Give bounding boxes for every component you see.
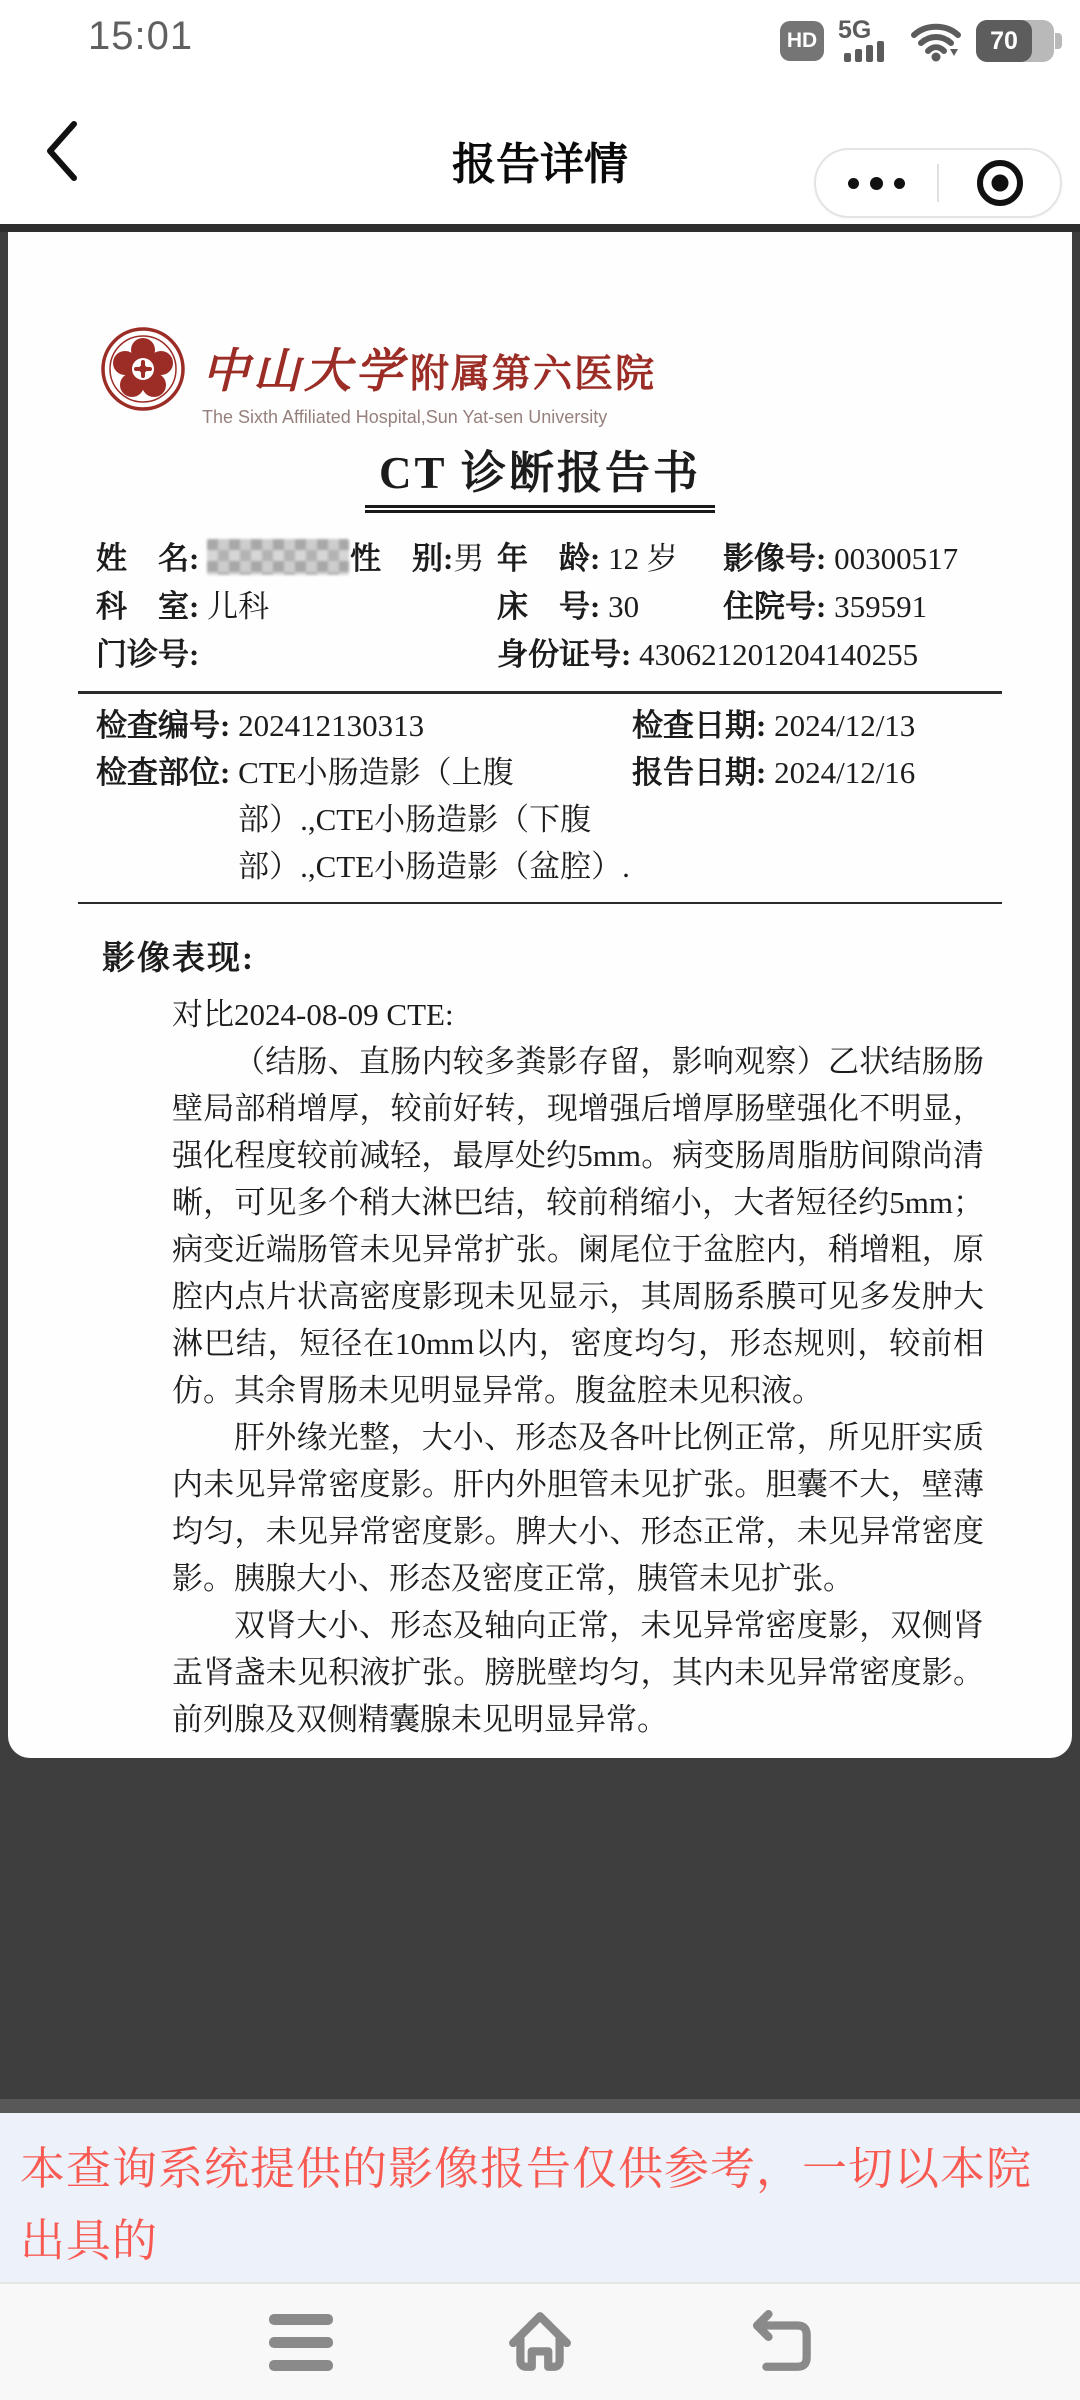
battery-level: 70 (976, 20, 1032, 62)
navigation-bar (0, 80, 1080, 225)
exam-date-field: 检查日期: 2024/12/13 (632, 708, 916, 743)
patient-gender-field: 性 别:男 (350, 541, 485, 576)
findings-paragraph: 双肾大小、形态及轴向正常，未见异常密度影，双侧肾盂肾盏未见积液扩张。膀胱壁均匀，其内未见异常密度影。前列腺及双侧精囊腺未见明显异常。 (172, 1608, 984, 1737)
close-capsule-button[interactable] (939, 150, 1060, 216)
exam-number-field: 检查编号: 202412130313 (96, 708, 425, 743)
patient-name-field: 姓 名: (96, 535, 350, 583)
hospital-logo-icon (100, 326, 186, 412)
patient-age-field: 年 龄: 12 岁 (497, 541, 678, 576)
inpatient-number-field: 住院号: 359591 (723, 589, 928, 624)
more-button[interactable] (816, 150, 937, 216)
system-navigation-bar (0, 2282, 1080, 2400)
miniprogram-capsule (814, 148, 1062, 218)
hospital-name-suffix: 附属第六医院 (410, 353, 657, 396)
section-divider (78, 691, 1002, 694)
findings-paragraph: 肝外缘光整，大小、形态及各叶比例正常，所见肝实质内未见异常密度影。肝内外胆管未见扩张。胆囊不大，壁薄均匀，未见异常密度影。脾大小、形态正常，未见异常密度影。胰腺大小、形态及密度正常，胰管未见扩张。 (172, 1420, 984, 1596)
target-circle-icon (973, 156, 1027, 210)
outpatient-number-field: 门诊号: (96, 637, 200, 672)
id-number-field: 身份证号: 430621201204140255 (497, 637, 919, 672)
patient-name-redacted (207, 539, 349, 575)
status-bar (0, 0, 1080, 80)
report-document (8, 232, 1072, 1758)
back-nav-button[interactable] (752, 2308, 818, 2374)
section-divider (78, 902, 1002, 904)
more-dots-icon (848, 177, 905, 190)
bed-number-field: 床 号: 30 (497, 589, 640, 624)
clock: 15:01 (88, 14, 194, 58)
hospital-name-en: The Sixth Affiliated Hospital,Sun Yat-sen University (202, 407, 608, 427)
exam-info-grid (96, 702, 984, 890)
home-icon (507, 2308, 573, 2374)
findings-paragraph: （结肠、直肠内较多粪影存留，影响观察）乙状结肠肠壁局部稍增厚，较前好转，现增强后增厚肠壁强化不明显，强化程度较前减轻，最厚处约5mm。病变肠周脂肪间隙尚清晰，可见多个稍大淋巴结，较前稍缩小，大者短径约5mm；病变近端肠管未见异常扩张。阑尾位于盆腔内，稍增粗，原腔内点片状高密度影现未见显示，其周肠系膜可见多发肿大淋巴结，短径在10mm以内，密度均匀，形态规则，较前相仿。其余胃肠未见明显异常。腹盆腔未见积液。 (172, 1044, 984, 1408)
findings-body (172, 991, 984, 1743)
disclaimer-banner (0, 2113, 1080, 2282)
return-icon (752, 2308, 818, 2374)
findings-paragraph: 对比2024-08-09 CTE: (172, 997, 454, 1032)
page-title: 报告详情 (452, 140, 628, 189)
viewer-background-strip (0, 2099, 1080, 2113)
report-title: CT 诊断报告书 (365, 436, 715, 513)
content-top-rule (0, 224, 1080, 232)
department-field: 科 室: 儿科 (96, 589, 270, 624)
home-button[interactable] (507, 2308, 573, 2374)
battery-icon (976, 20, 1062, 62)
findings-heading: 影像表现: (102, 941, 255, 977)
cellular-signal-icon (838, 18, 896, 64)
image-number-field: 影像号: 00300517 (723, 541, 959, 576)
network-type-label: 5G (838, 16, 872, 44)
patient-info-grid (96, 535, 984, 679)
hospital-header (100, 324, 984, 430)
status-icons (780, 18, 1062, 64)
wifi-icon (910, 19, 962, 63)
hospital-name-zh: 中山大学 (202, 346, 406, 398)
recent-apps-button[interactable] (269, 2314, 335, 2380)
hospital-name-block (202, 324, 656, 430)
report-date-field: 报告日期: 2024/12/16 (632, 755, 916, 790)
disclaimer-line-1: 本查询系统提供的影像报告仅供参考，一切以本院出具的 (20, 2143, 1033, 2266)
exam-part-field: 检查部位: CTE小肠造影（上腹部）.,CTE小肠造影（下腹部）.,CTE小肠造影（盆腔）. (96, 755, 630, 884)
hd-icon: HD (780, 21, 824, 61)
